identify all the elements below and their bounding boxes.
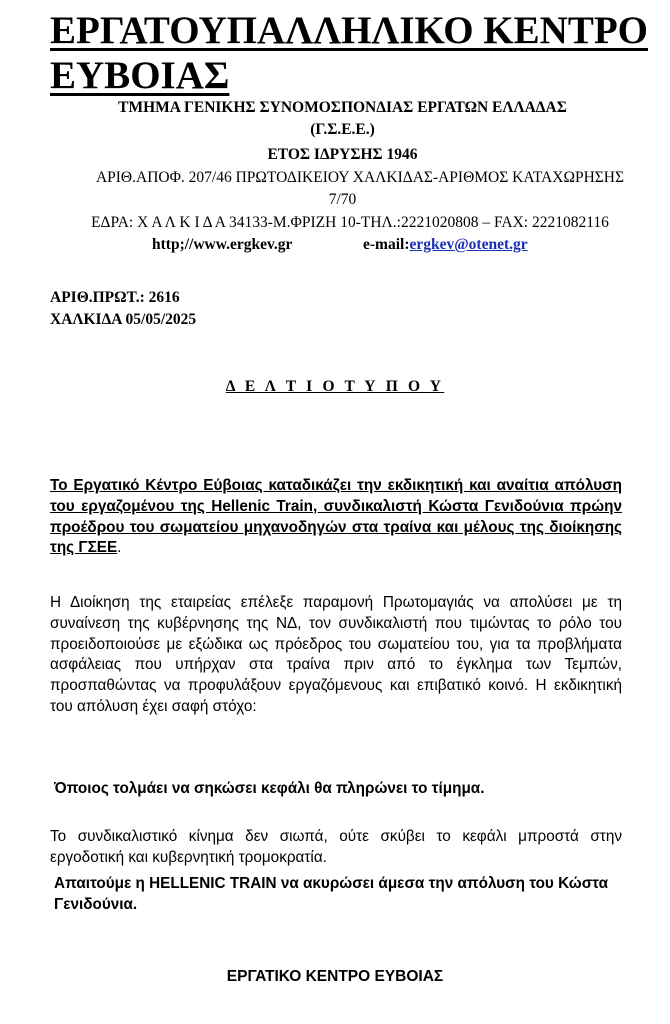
- email-line: [363, 236, 528, 254]
- signature: ΕΡΓΑΤΙΚΟ ΚΕΝΤΡΟ ΕΥΒΟΙΑΣ: [226, 968, 444, 985]
- email-link[interactable]: ergkev@otenet.gr: [409, 236, 528, 253]
- organization-title: ΕΡΓΑΤΟΥΠΑΛΛΗΛΙΚΟ ΚΕΝΤΡΟ ΕΥΒΟΙΑΣ: [50, 9, 648, 97]
- lead-text: Το Εργατικό Κέντρο Εύβοιας καταδικάζει την εκδικητική και αναίτια απόλυση του εργαζομένου της Hellenic Train, συνδικαλιστή Κώστα Γενιδούνια πρώην προέδρου του σωματείου μηχανοδηγών στα τραίνα και μέλους της διοίκησης της ΓΣΕΕ: [50, 477, 622, 557]
- email-label: e-mail:: [363, 236, 410, 253]
- website-link[interactable]: http;//www.ergkev.gr: [152, 236, 293, 253]
- body-paragraph-1: Η Διοίκηση της εταιρείας επέλεξε παραμονή Πρωτομαγιάς να απολύσει με τη συναίνεση της κυβέρνησης της ΝΔ, τον συνδικαλιστή που τιμώντας το ρόλο του προειδοποιούσε με εξώδικα ως πρόεδρος του σωματείου του, για τα προβλήματα ασφάλειας που υπήρχαν στα τραίνα πριν από το έγκλημα των Τεμπών, προσπαθώντας να προφυλάξουν εργαζόμενους και επιβατικό κοινό. Η εκδικητική του απόλυση έχει σαφή στόχο:: [50, 594, 622, 715]
- press-release-heading: Δ Ε Λ Τ Ι Ο Τ Υ Π Ο Υ: [225, 378, 445, 395]
- registration-number: 7/70: [328, 191, 357, 208]
- lead-paragraph: [50, 476, 622, 559]
- protocol-number: ΑΡΙΘ.ΠΡΩΤ.: 2616: [50, 289, 180, 306]
- protocol-date: ΧΑΛΚΙΔΑ 05/05/2025: [50, 311, 197, 328]
- demand-paragraph: Απαιτούμε η HELLENIC TRAIN να ακυρώσει άμεσα την απόλυση του Κώστα Γενιδούνια.: [54, 875, 608, 913]
- quote-line: Όποιος τολμάει να σηκώσει κεφάλι θα πληρώνει το τίμημα.: [54, 780, 485, 797]
- body-paragraph-2: Το συνδικαλιστικό κίνημα δεν σιωπά, ούτε σκύβει το κεφάλι μπροστά στην εργοδοτική και κυβερνητική τρομοκρατία.: [50, 828, 622, 866]
- founding-year: ΕΤΟΣ ΙΔΡΥΣΗΣ 1946: [267, 146, 418, 163]
- court-decision: ΑΡΙΘ.ΑΠΟΦ. 207/46 ΠΡΩΤΟΔΙΚΕΙΟΥ ΧΑΛΚΙΔΑΣ-ΑΡΙΘΜΟΣ ΚΑΤΑΧΩΡΗΣΗΣ: [95, 169, 625, 186]
- address-line: ΕΔΡΑ: Χ Α Λ Κ Ι Δ Α 34133-Μ.ΦΡΙΖΗ 10-ΤΗΛ.:2221020808 – FAX: 2221082116: [91, 214, 609, 231]
- lead-period: .: [117, 539, 122, 557]
- gsee-abbreviation: (Γ.Σ.Ε.Ε.): [310, 121, 375, 138]
- gsee-affiliation: ΤΜΗΜΑ ΓΕΝΙΚΗΣ ΣΥΝΟΜΟΣΠΟΝΔΙΑΣ ΕΡΓΑΤΩΝ ΕΛΛΑΔΑΣ: [118, 99, 567, 116]
